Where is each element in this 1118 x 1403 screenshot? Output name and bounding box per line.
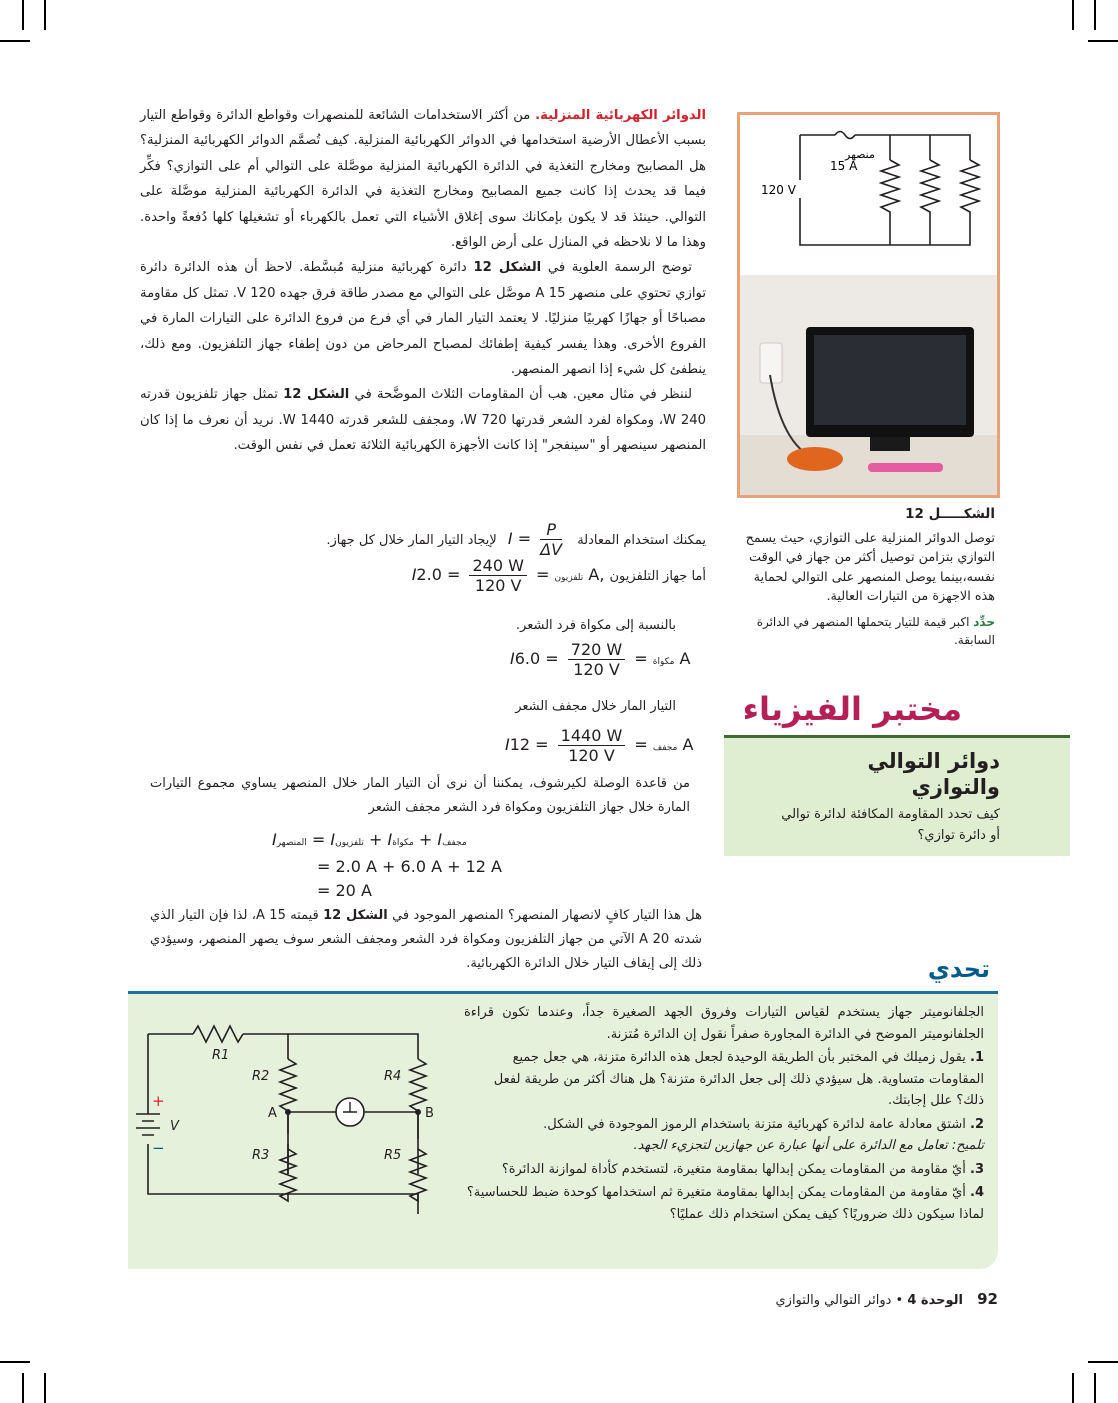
- main-text: [140, 103, 706, 459]
- intro-text: من أكثر الاستخدامات الشائعة للمنصهرات وقواطع الدائرة وقواطع التيار بسبب الأعطال الأرضية استخدامها في الدوائر الكهربائية المنزلية. كيف تُصمَّم الدوائر الكهربائية المنزلية؟ هل المصابيح ومخارج التغذية في الدائرة الكهربائية المنزلية موصَّلة على التوالي أم على التوازي؟ فكِّر فيما قد يحدث إذا كانت جميع المصابيح ومخارج التغذية في الدائرة الكهربائية المنزلية موصَّلة على التوالي. حينئذ قد لا يكون بإمكانك سوى إغلاق الأشياء التي تعمل بالكهرباء أو تشغيلها كلها دُفعةً واحدة. وهذا ما لا نلاحظه في المنازل على أرض الواقع.: [140, 108, 706, 251]
- question-4: [464, 1182, 984, 1225]
- figure-ref: الشكل 12: [323, 908, 388, 923]
- symbol-I: I: [505, 735, 510, 754]
- symbol-I: I: [387, 830, 393, 849]
- battery-icon: [136, 1114, 160, 1135]
- eq-intro-text: لإيجاد التيار المار خلال كل جهاز.: [326, 533, 497, 548]
- house-circuit-diagram: [740, 115, 997, 495]
- identify-text: اكبر قيمة للتيار يتحملها المنصهر في الدائرة السابقة.: [756, 614, 995, 647]
- node-dot: [285, 1109, 291, 1115]
- page-number: 92: [977, 1290, 998, 1308]
- question-number: 2.: [970, 1116, 984, 1132]
- eq-label: أما جهاز التلفزيون: [609, 569, 706, 584]
- fuse-value: 15 A: [830, 159, 858, 173]
- label-r4: R4: [384, 1069, 402, 1084]
- sum-line-3: = 20 A: [317, 881, 372, 900]
- identify-label: حدِّد: [973, 614, 995, 629]
- paragraph-intro: [140, 103, 706, 255]
- subscript: مجفف: [652, 743, 678, 753]
- crop-mark: [0, 40, 30, 42]
- crop-mark: [1094, 0, 1096, 30]
- sum-line-1: Iالمنصهر = Iتلفزيون + Iمكواة + Iمجفف: [272, 830, 467, 849]
- resistor-r4: [410, 1059, 426, 1114]
- denominator: 120 V: [573, 660, 620, 679]
- caption-text: توصل الدوائر المنزلية على التوازي، حيث يسمح التوازي بتزامن توصيل أكثر من جهاز في الوقت نفسه،بينما يوصل المنصهر على التوالي لحماية هذه الاجهزة من التيارات العالية.: [745, 530, 995, 604]
- question-text: أيّ مقاومة من المقاومات يمكن إبدالها بمقاومة متغيرة، لتستخدم كأداة لموازنة الدائرة؟: [501, 1161, 966, 1177]
- crop-mark: [0, 1361, 30, 1363]
- current-formula: I = $\frac{P}{\Delta V}$: [507, 520, 563, 559]
- lab-title: [868, 748, 1000, 800]
- resistor-r3: [280, 1114, 296, 1201]
- crop-mark: [1094, 1373, 1096, 1403]
- text-span: هل هذا التيار كافٍ لانصهار المنصهر؟ المنصهر الموجود في: [387, 908, 703, 923]
- numerator: 1440 W: [558, 726, 626, 746]
- equation-current-formula: [230, 520, 706, 559]
- kirchhoff-text: من قاعدة الوصلة لكيرشوف، يمكننا أن نرى أن التيار المار خلال المنصهر يساوي مجموع التيارات المارة خلال جهاز التلفزيون ومكواة فرد الشعر مجفف الشعر: [150, 776, 690, 815]
- identify-question: [740, 613, 995, 649]
- figure-12: [737, 112, 1000, 498]
- challenge-box: [128, 994, 998, 1269]
- crop-mark: [1072, 1373, 1074, 1403]
- resistor-r1: [193, 1026, 243, 1042]
- resistor-2: [921, 160, 939, 225]
- subscript: تلفزيون: [335, 838, 364, 848]
- question-text: يقول زميلك في المختبر بأن الطريقة الوحيدة لجعل هذه الدائرة متزنة، هي جعل جميع المقاومات متساوية. هل سيؤدي ذلك إلى جعل الدائرة متزنة؟ هل هناك أكثر من طريقة لفعل ذلك؟ علل إجابتك.: [493, 1050, 984, 1108]
- unit-title: دوائر التوالي والتوازي: [775, 1293, 892, 1308]
- question-3: [464, 1159, 984, 1181]
- lab-title-line: دوائر التوالي: [867, 749, 1000, 773]
- question-1: [464, 1047, 984, 1112]
- equation-dryer: I مجفف = $\frac{1440 W}{120 V}$ = 12 A: [505, 726, 694, 765]
- text-span: دائرة كهربائية منزلية مُبسَّطة. لاحظ أن هذه الدائرة دائرة توازي تحتوي على منصهر 15 A موصَّل على التوالي مع مصدر طاقة فرق جهده 120 V. تمثل كل مقاومة مصباحًا أو جهازًا كهربيًا منزليًا. لا يعتمد التيار المار في أي فرع من فروع الدائرة على التيارات المارة في الفروع الأخرى. وهذا يفسر كيفية إطفائك لمصباح المرحاض من دون إطفاء جهاز التلفزيون. ومع ذلك، ينطفئ كل شيء إذا انصهر المنصهر.: [140, 260, 706, 378]
- text-span: قيمته 15 A، لذا فإن التيار الذي شدته 20 A الآتي من جهاز التلفزيون ومكواة فرد الشعر ومجفف الشعر سوف يصهر المنصهر، وسيؤدي ذلك إلى إيقاف التيار خلال الدائرة الكهربائية.: [150, 908, 703, 971]
- crop-mark: [44, 1373, 46, 1403]
- label-node-a: A: [268, 1106, 277, 1121]
- question-number: 4.: [970, 1185, 984, 1200]
- resistor-r5: [410, 1114, 426, 1201]
- crop-mark: [1072, 0, 1074, 30]
- subscript: مجفف: [442, 838, 467, 848]
- symbol-I: I: [437, 830, 443, 849]
- crop-mark: [22, 0, 24, 30]
- node-dot: [415, 1109, 421, 1115]
- equation-sum: [272, 828, 502, 903]
- numerator: 240 W: [469, 556, 526, 576]
- figure-ref: الشكل 12: [473, 260, 542, 276]
- bullet: •: [895, 1293, 904, 1308]
- fuse-symbol: [835, 132, 855, 139]
- section-title: الدوائر الكهربائية المنزلية.: [535, 108, 706, 123]
- question-text: اشتق معادلة عامة لدائرة كهربائية متزنة باستخدام الرموز الموجودة في الشكل.: [543, 1116, 966, 1132]
- result: = 2.0 A,: [416, 565, 605, 584]
- challenge-intro: الجلفانوميتر جهاز يستخدم لقياس التيارات وفروق الجهد الصغيرة جداً، وعندما تكون قراءة الجلفانوميتر الموضح في الدائرة المجاورة صفراً نقول إن الدائرة مُتزنة.: [464, 1005, 984, 1042]
- symbol-I: I: [507, 529, 513, 548]
- subscript: تلفزيون: [554, 573, 584, 583]
- wire: [800, 135, 970, 245]
- symbol-I: I: [411, 565, 417, 584]
- resistor-r2: [280, 1059, 296, 1114]
- label-r2: R2: [252, 1069, 270, 1084]
- symbol-I: I: [272, 830, 277, 849]
- text-span: لننظر في مثال معين. هب أن المقاومات الثلاث الموضَّحة في: [349, 387, 692, 403]
- text-span: تمثل جهاز تلفزيون قدرته 240 W، ومكواة لفرد الشعر قدرتها 720 W، ومجفف للشعر قدرته 1440 W. نريد أن نعرف ما إذا كان المنصهر سينصهر أو "سينفجر" إذا كانت الأجهزة الكهربائية الثلاثة تعمل في نفس الوقت.: [140, 387, 706, 454]
- crop-mark: [44, 0, 46, 30]
- question-number: 3.: [970, 1161, 984, 1177]
- lab-box[interactable]: [724, 735, 1070, 856]
- wheatstone-bridge-diagram: [128, 1014, 448, 1214]
- unit-label: الوحدة 4: [907, 1293, 963, 1308]
- challenge-title: تحدي: [927, 955, 990, 983]
- eq-intro-text: يمكنك استخدام المعادلة: [577, 533, 706, 548]
- subscript: مكواة: [652, 657, 675, 667]
- denominator: 120 V: [474, 576, 522, 595]
- eq-label-iron: بالنسبة إلى مكواة فرد الشعر.: [515, 618, 676, 633]
- label-v: V: [170, 1119, 179, 1134]
- hair-dryer-icon: [787, 447, 843, 471]
- paragraph-figure: [140, 255, 706, 382]
- paragraph-example: [140, 382, 706, 458]
- denominator: 120 V: [568, 746, 615, 765]
- resistor-3: [961, 160, 979, 225]
- crop-mark: [1088, 40, 1118, 42]
- tv-current-eq: I تلفزيون = $\frac{240 W}{120 V}$ = 2.0 A,: [411, 556, 605, 595]
- symbol-I: I: [330, 830, 336, 849]
- caption-title: الشكـــــل 12: [905, 506, 995, 522]
- lab-header: مختبر الفيزياء: [742, 690, 962, 728]
- question-text: أيّ مقاومة من المقاومات يمكن إبدالها بمقاومة متغيرة ثم استخدامها كوحدة ضبط للحساسية؟ لماذا سيكون ذلك ضروريًا؟ كيف يمكن استخدام ذلك عمليًا؟: [466, 1185, 984, 1222]
- battery-plus: +: [152, 1092, 165, 1110]
- conclusion-text: [150, 904, 702, 976]
- question-2: [464, 1114, 984, 1157]
- numerator: 720 W: [568, 640, 625, 660]
- equation-tv: [370, 556, 706, 595]
- tv-stand: [870, 437, 910, 451]
- text-span: توضح الرسمة العلوية في: [541, 260, 692, 276]
- symbol-dV: ΔV: [540, 540, 563, 559]
- tv-screen: [814, 335, 966, 425]
- symbol-P: P: [540, 520, 562, 540]
- label-r1: R1: [212, 1048, 230, 1063]
- result: = 6.0 A: [514, 649, 691, 668]
- label-r5: R5: [384, 1148, 402, 1163]
- label-node-b: B: [425, 1106, 434, 1121]
- wire: [148, 1034, 418, 1214]
- label-r3: R3: [252, 1148, 270, 1163]
- lab-title-line: والتوازي: [911, 775, 1000, 799]
- figure-ref: الشكل 12: [283, 387, 350, 403]
- crop-mark: [1088, 1361, 1118, 1363]
- crop-mark: [22, 1373, 24, 1403]
- challenge-questions: [464, 1047, 984, 1225]
- equation-iron: I مكواة = $\frac{720 W}{120 V}$ = 6.0 A: [510, 640, 691, 679]
- subscript: المنصهر: [276, 838, 307, 848]
- lab-question: كيف تحدد المقاومة المكافئة لدائرة توالي أو دائرة توازي؟: [781, 807, 1000, 843]
- symbol-I: I: [510, 649, 515, 668]
- hair-iron-icon: [868, 463, 943, 472]
- subscript: مكواة: [392, 838, 414, 848]
- battery-minus: −: [152, 1139, 165, 1157]
- figure-caption: [740, 505, 995, 649]
- question-hint: تلميح: تعامل مع الدائرة على أنها عبارة عن جهازين لتجزيء الجهد.: [633, 1138, 984, 1153]
- result: = 12 A: [509, 735, 694, 754]
- photo-counter: [740, 435, 997, 495]
- sum-line-2: = 2.0 A + 6.0 A + 12 A: [317, 857, 502, 876]
- voltage-label: 120 V: [761, 183, 796, 197]
- question-number: 1.: [970, 1050, 984, 1065]
- challenge-text: [464, 1002, 984, 1225]
- eq-label-dryer: التيار المار خلال مجفف الشعر: [515, 699, 676, 714]
- resistor-1: [881, 160, 899, 225]
- fuse-label: منصهر: [845, 148, 875, 161]
- page-footer: [760, 1290, 998, 1308]
